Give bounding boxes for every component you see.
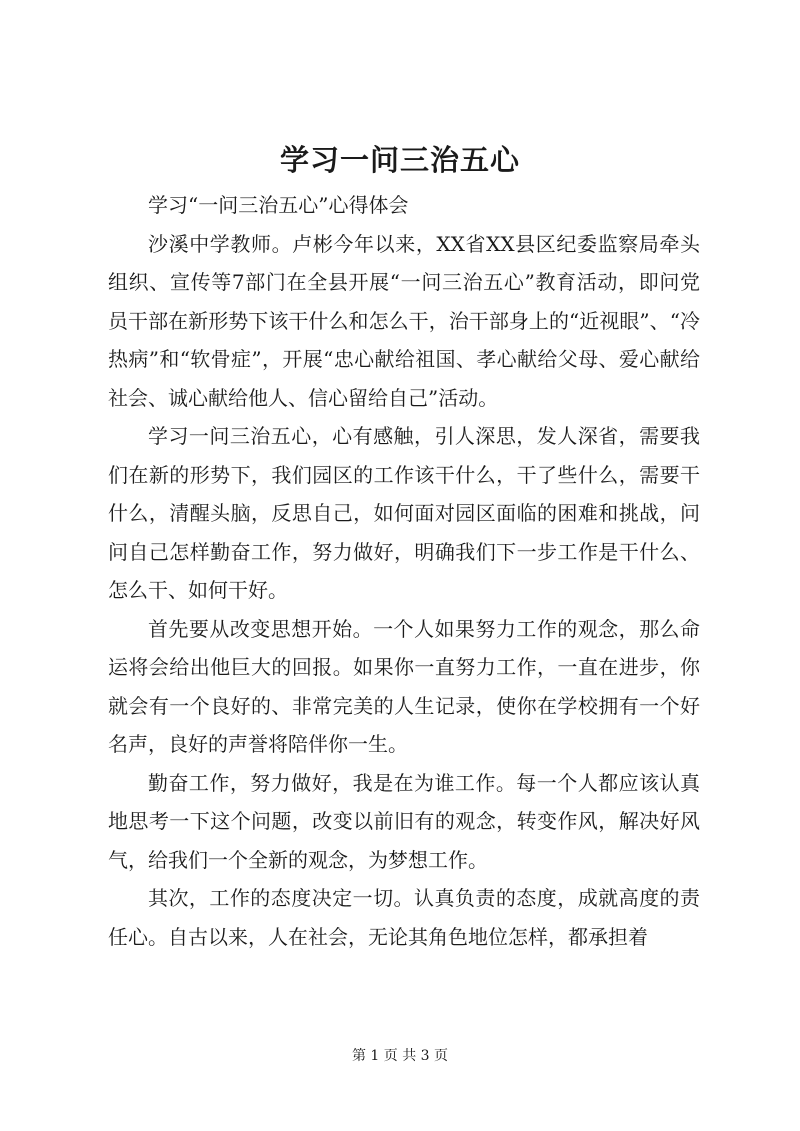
document-title: 学习一问三治五心 <box>279 143 520 177</box>
paragraph-mindset: 首先要从改变思想开始。一个人如果努力工作的观念，那么命运将会给出他巨大的回报。如果你一直努力工作，一直在进步，你就会有一个良好的、非常完美的人生记录，使你在学校拥有一个好名声，良好的声誉将陪伴你一生。 <box>108 616 700 756</box>
paragraph-attitude: 其次，工作的态度决定一切。认真负责的态度，成就高度的责任心。自古以来，人在社会，无论其角色地位怎样，都承担着 <box>108 886 700 949</box>
paragraph-diligence: 勤奋工作，努力做好，我是在为谁工作。每一个人都应该认真地思考一下这个问题，改变以前旧有的观念，转变作风，解决好风气，给我们一个全新的观念，为梦想工作。 <box>108 770 700 872</box>
paragraph-intro: 沙溪中学教师。卢彬今年以来，XX省XX县区纪委监察局牵头组织、宣传等7部门在全县开展“一问三治五心”教育活动，即问党员干部在新形势下该干什么和怎么干，治干部身上的“近视眼”、“冷热病”和“软骨症”，开展“忠心献给祖国、孝心献给父母、爱心献给社会、诚心献给他人、信心留给自己”活动。 <box>108 231 700 410</box>
document-body <box>108 186 700 956</box>
paragraph-subtitle: 学习“一问三治五心”心得体会 <box>148 193 409 217</box>
paragraph-reflection: 学习一问三治五心，心有感触，引人深思，发人深省，需要我们在新的形势下，我们园区的工作该干什么，干了些什么，需要干什么，清醒头脑，反思自己，如何面对园区面临的困难和挑战，问问自己怎样勤奋工作，努力做好，明确我们下一步工作是干什么、怎么干、如何干好。 <box>108 424 700 602</box>
page-number-footer: 第 1 页 共 3 页 <box>351 1048 449 1064</box>
